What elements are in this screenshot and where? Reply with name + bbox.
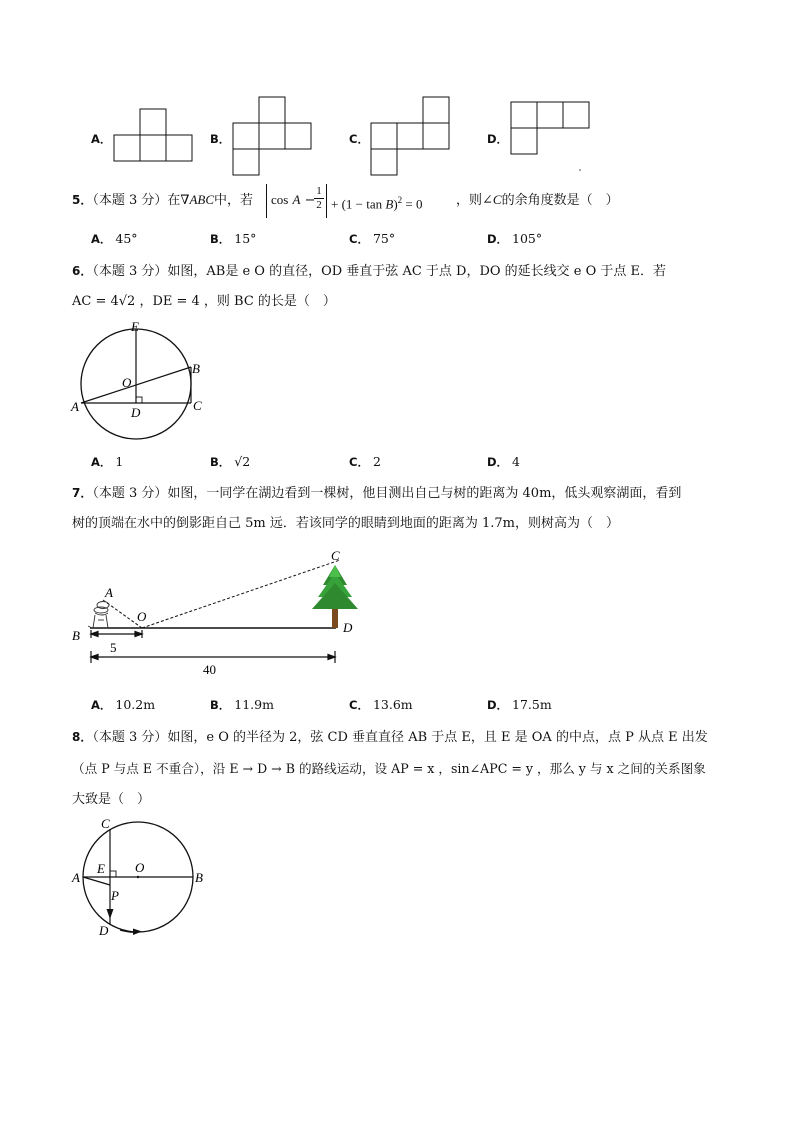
q5-stem-pre: 在∇	[167, 193, 190, 208]
q4-figure-d	[508, 100, 594, 184]
q5-option-b-text: 15°	[234, 231, 257, 246]
q4-option-c-label: C．	[349, 132, 369, 146]
q7-option-b-label: B．	[210, 698, 231, 712]
q5-b: B	[385, 196, 394, 212]
q6-label-d: D	[131, 405, 141, 420]
q5-fraction-den: 2	[314, 198, 324, 212]
q5-minus: −	[304, 193, 316, 208]
q6-line1: 如图，AB是 e O 的直径，OD 垂直于弦 AC 于点 D，DO 的延长线交 e O 于点 E．若	[167, 264, 667, 279]
q6-label-o: O	[122, 375, 132, 390]
q5-option-d-text: 105°	[512, 231, 543, 246]
q7-option-d[interactable]	[487, 697, 552, 713]
q4-option-b[interactable]	[210, 131, 230, 147]
q8-tag: （本题 3 分）	[92, 730, 168, 745]
q5-formula-cos	[271, 191, 315, 210]
q5-option-b-label: B．	[210, 232, 231, 246]
q6-option-c-text: 2	[372, 454, 381, 469]
q4-figure-a	[110, 106, 196, 164]
q6-label-c: C	[193, 398, 202, 413]
q5-stem-end	[456, 191, 619, 210]
q8-label-e: E	[97, 861, 105, 876]
q7-label-d: D	[343, 620, 353, 635]
q5-option-a-text: 45°	[115, 231, 138, 246]
q7-label-c: C	[331, 548, 340, 563]
q8-line2: （点 P 与点 E 不重合），沿 E → D → B 的路线运动，设 AP = x ，sin∠APC = y ，那么 y 与 x 之间的关系图象	[72, 761, 706, 776]
q5-plus-part: + (1 − tan	[331, 196, 383, 212]
q5-tag: （本题 3 分）	[92, 193, 168, 208]
q5-stem-end-text: 的余角度数是（ ）	[501, 193, 619, 208]
q8-figure	[68, 815, 218, 940]
q5-eq0: = 0	[405, 196, 423, 212]
q4-option-d[interactable]	[487, 131, 508, 147]
q5-option-c-label: C．	[349, 232, 369, 246]
q5-stem-post: ，则∠	[456, 193, 493, 208]
q5-abs-bar-right	[326, 184, 327, 218]
person-icon	[88, 602, 109, 629]
q7-number: 7．	[72, 486, 93, 500]
q6-option-c-label: C．	[349, 455, 369, 469]
q6-option-a-text: 1	[115, 454, 124, 469]
q6-label-b: B	[192, 361, 200, 376]
q7-option-c-text: 13.6m	[372, 697, 413, 712]
q8-stem-line1	[72, 728, 708, 747]
q5-sq: 2	[397, 195, 403, 205]
q5-option-a-label: A．	[91, 232, 112, 246]
q5-formula-rest	[331, 191, 423, 213]
q6-option-a-label: A．	[91, 455, 112, 469]
q7-figure	[68, 545, 378, 680]
q5-abs-bar-left	[266, 184, 267, 218]
q7-option-a-text: 10.2m	[115, 697, 156, 712]
q5-option-c[interactable]	[349, 231, 395, 247]
q8-label-a: A	[72, 870, 80, 885]
q5-option-c-text: 75°	[372, 231, 396, 246]
q6-tag: （本题 3 分）	[92, 264, 168, 279]
q7-stem-line2	[72, 515, 619, 533]
q6-number: 6．	[72, 264, 93, 278]
q4-figure-b	[230, 95, 316, 179]
q7-option-d-label: D．	[487, 698, 509, 712]
q5-abc: ABC	[189, 192, 215, 207]
q6-option-d-text: 4	[512, 454, 520, 469]
q8-label-p: P	[111, 888, 119, 903]
q7-tag: （本题 3 分）	[92, 486, 168, 501]
q8-stem-line3	[72, 791, 150, 809]
q8-line3: 大致是（ ）	[72, 792, 151, 807]
q8-label-c: C	[101, 816, 110, 831]
q7-label-b: B	[72, 628, 80, 643]
q6-option-b[interactable]	[210, 454, 250, 470]
q7-option-c[interactable]	[349, 697, 413, 713]
q6-label-e: E	[131, 319, 139, 334]
q5-close: )	[393, 196, 398, 212]
q8-stem-line2	[72, 760, 706, 778]
q6-label-a: A	[71, 399, 79, 414]
q6-line2: AC = 4√2 ，DE = 4 ，则 BC 的长是（ ）	[72, 294, 336, 309]
q6-option-d[interactable]	[487, 454, 520, 470]
q7-label-o: O	[137, 609, 147, 624]
q5-option-d[interactable]	[487, 231, 542, 247]
q5-cos: cos	[271, 192, 289, 207]
q8-label-d: D	[99, 923, 109, 938]
q4-option-a[interactable]	[91, 131, 111, 147]
q4-option-d-label: D．	[487, 132, 509, 146]
q6-stem-line1	[72, 262, 666, 281]
q6-option-a[interactable]	[91, 454, 123, 470]
q4-option-a-label: A．	[91, 132, 112, 146]
q6-option-b-label: B．	[210, 455, 231, 469]
q7-label-5: 5	[110, 640, 117, 655]
q5-c: C	[492, 192, 502, 207]
q5-stem-mid: 中，若	[214, 193, 254, 208]
q5-a: A	[292, 192, 301, 207]
q8-label-b: B	[195, 870, 203, 885]
q7-stem-line1	[72, 484, 681, 503]
q6-option-d-label: D．	[487, 455, 509, 469]
q5-fraction-num: 1	[316, 185, 322, 197]
q8-line1: 如图，e O 的半径为 2，弦 CD 垂直直径 AB 于点 E，且 E 是 OA 的中点，点 P 从点 E 出发	[167, 730, 708, 745]
q7-option-a-label: A．	[91, 698, 112, 712]
q4-figure-c	[368, 95, 454, 179]
tree-icon	[312, 565, 358, 628]
q6-figure	[70, 318, 220, 450]
q7-option-c-label: C．	[349, 698, 369, 712]
q5-stem	[72, 191, 253, 210]
q7-option-d-text: 17.5m	[512, 697, 552, 712]
q5-option-a[interactable]	[91, 231, 138, 247]
q4-option-c[interactable]	[349, 131, 369, 147]
q6-option-b-text: √2	[234, 454, 251, 469]
q7-option-b-text: 11.9m	[234, 697, 274, 712]
q7-label-40: 40	[203, 662, 216, 677]
q7-option-a[interactable]	[91, 697, 155, 713]
q7-line2: 树的顶端在水中的倒影距自己 5m 远．若该同学的眼睛到地面的距离为 1.7m，则树高为（ ）	[72, 516, 619, 531]
q8-number: 8．	[72, 730, 93, 744]
q5-number: 5．	[72, 193, 93, 207]
q7-label-a: A	[105, 585, 113, 600]
q6-stem-line2	[72, 293, 336, 311]
q5-option-b[interactable]	[210, 231, 256, 247]
q6-option-c[interactable]	[349, 454, 381, 470]
q5-option-d-label: D．	[487, 232, 509, 246]
q7-option-b[interactable]	[210, 697, 274, 713]
q7-line1: 如图，一同学在湖边看到一棵树，他目测出自己与树的距离为 40m，低头观察湖面，看到	[167, 486, 682, 501]
q5-fraction	[314, 185, 324, 212]
q4-option-b-label: B．	[210, 132, 231, 146]
q8-label-o: O	[135, 860, 145, 875]
